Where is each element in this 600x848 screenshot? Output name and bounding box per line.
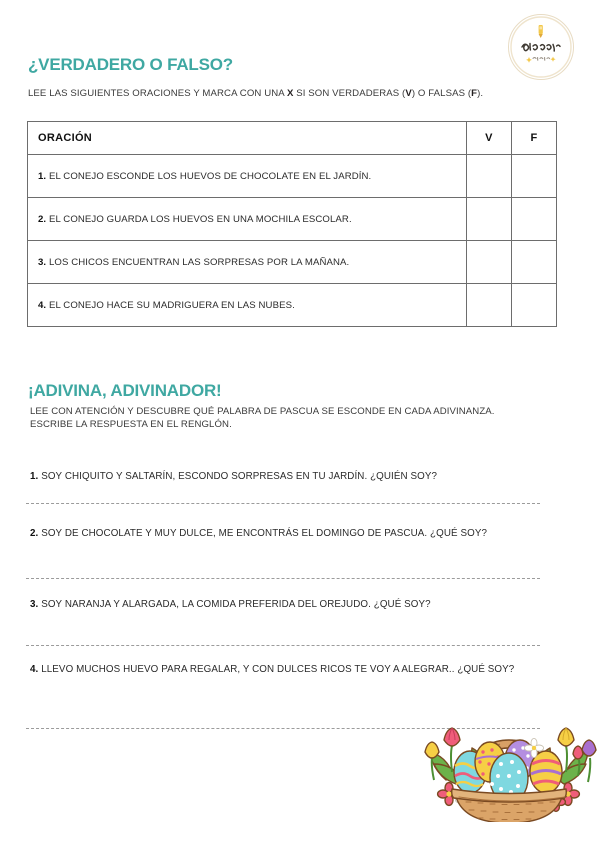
- brand-logo: [508, 14, 574, 80]
- table-row: [28, 241, 557, 284]
- answer-line[interactable]: [26, 503, 540, 504]
- true-checkbox-cell[interactable]: [467, 155, 512, 198]
- false-checkbox-cell[interactable]: [512, 155, 557, 198]
- instructions-mark-v: V: [405, 88, 412, 99]
- instructions-mark-f: F: [471, 88, 478, 99]
- instructions-part-c: ) O FALSAS (: [411, 88, 472, 99]
- sentence-cell: [28, 198, 467, 241]
- table-row: [28, 155, 557, 198]
- riddle-text: SOY DE CHOCOLATE Y MUY DULCE, ME ENCONTRÁS EL DOMINGO DE PASCUA. ¿QUÉ SOY?: [38, 528, 488, 539]
- table-header-row: [28, 122, 557, 155]
- sentence-number: 2.: [38, 213, 47, 225]
- answer-line[interactable]: [26, 578, 540, 579]
- riddle-number: 2.: [30, 528, 39, 539]
- easter-basket-illustration: [422, 702, 600, 822]
- sentence-cell: [28, 241, 467, 284]
- instructions-riddles: LEE CON ATENCIÓN Y DESCUBRE QUÉ PALABRA DE PASCUA SE ESCONDE EN CADA ADIVINANZA. ESCRIBE LA RESPUESTA EN EL RENGLÓN.: [30, 406, 495, 430]
- riddle-number: 3.: [30, 599, 39, 610]
- sentence-cell: [28, 284, 467, 327]
- instructions-part-b: SI SON VERDADERAS (: [293, 88, 406, 99]
- riddle-item: [30, 470, 542, 484]
- column-header-false: F: [512, 122, 557, 155]
- riddle-item: [30, 598, 542, 612]
- table-row: [28, 284, 557, 327]
- sentence-number: 3.: [38, 256, 47, 268]
- sentence-text: EL CONEJO GUARDA LOS HUEVOS EN UNA MOCHILA ESCOLAR.: [46, 213, 352, 225]
- sentence-number: 4.: [38, 299, 47, 311]
- riddle-text: LLEVO MUCHOS HUEVO PARA REGALAR, Y CON DULCES RICOS TE VOY A ALEGRAR.. ¿QUÉ SOY?: [38, 664, 515, 675]
- false-checkbox-cell[interactable]: [512, 284, 557, 327]
- true-checkbox-cell[interactable]: [467, 241, 512, 284]
- column-header-sentence: ORACIÓN: [28, 122, 467, 155]
- instructions-part-d: ).: [477, 88, 484, 99]
- instructions-part-a: LEE LAS SIGUIENTES ORACIONES Y MARCA CON UNA: [28, 88, 287, 99]
- instructions-mark-x: X: [286, 88, 294, 99]
- column-header-true: V: [467, 122, 512, 155]
- riddle-text: SOY NARANJA Y ALARGADA, LA COMIDA PREFERIDA DEL OREJUDO. ¿QUÉ SOY?: [38, 599, 431, 610]
- false-checkbox-cell[interactable]: [512, 241, 557, 284]
- true-checkbox-cell[interactable]: [467, 198, 512, 241]
- sentence-cell: [28, 155, 467, 198]
- riddle-item: [30, 527, 542, 541]
- sentence-text: LOS CHICOS ENCUENTRAN LAS SORPRESAS POR LA MAÑANA.: [46, 256, 350, 268]
- instructions-true-false: [28, 88, 573, 101]
- page-title-riddles: ¡ADIVINA, ADIVINADOR!: [28, 381, 222, 400]
- riddle-item: [30, 663, 542, 677]
- true-checkbox-cell[interactable]: [467, 284, 512, 327]
- false-checkbox-cell[interactable]: [512, 198, 557, 241]
- riddle-text: SOY CHIQUITO Y SALTARÍN, ESCONDO SORPRESAS EN TU JARDÍN. ¿QUIÉN SOY?: [38, 471, 438, 482]
- table-row: [28, 198, 557, 241]
- page-title-true-false: ¿VERDADERO O FALSO?: [28, 55, 233, 74]
- riddle-number: 1.: [30, 471, 39, 482]
- true-false-table: [27, 121, 557, 327]
- sentence-text: EL CONEJO HACE SU MADRIGUERA EN LAS NUBES.: [46, 299, 295, 311]
- riddle-number: 4.: [30, 664, 39, 675]
- sentence-text: EL CONEJO ESCONDE LOS HUEVOS DE CHOCOLATE EN EL JARDÍN.: [46, 170, 372, 182]
- answer-line[interactable]: [26, 645, 540, 646]
- sentence-number: 1.: [38, 170, 47, 182]
